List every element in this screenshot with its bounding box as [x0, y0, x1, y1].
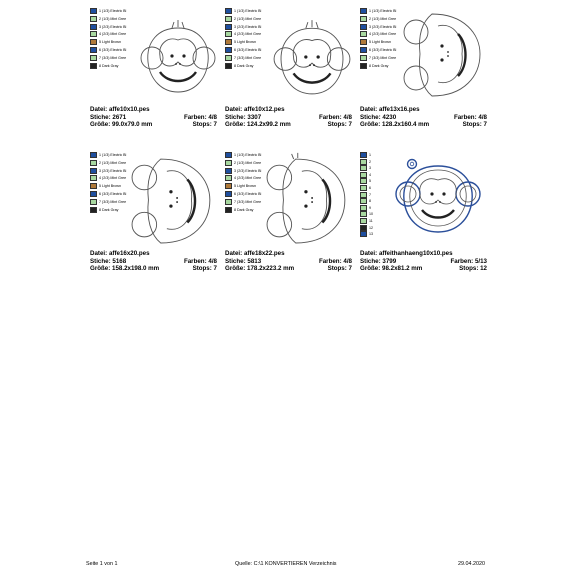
legend-label: 1 (1/3) Electric Bl: [99, 153, 127, 157]
legend-row: [360, 16, 396, 22]
legend-row: [360, 225, 373, 231]
design-info: Datei: affe18x22.pes Stiche: 5813 Farben: 4/8 Größe: 178.2x223.2 mm Stops: 7: [225, 250, 352, 273]
legend-row: [90, 207, 118, 213]
color-swatch: [225, 16, 232, 22]
color-swatch: [90, 199, 97, 205]
legend-label: 2 (1/3) Mint Gree: [99, 16, 127, 21]
legend-row: [360, 218, 373, 224]
legend-row: [225, 183, 256, 189]
color-swatch: [360, 159, 367, 165]
legend-row: [225, 47, 261, 53]
monkey-face-preview: [271, 18, 353, 98]
legend-row: [90, 160, 126, 166]
legend-label: 4: [369, 172, 371, 177]
legend-row: [360, 47, 396, 53]
file-name: affe10x10.pes: [108, 106, 150, 113]
legend-row: [360, 63, 388, 69]
legend-row: [225, 207, 253, 213]
color-swatch: [225, 47, 232, 53]
color-count: 4/8: [208, 257, 217, 265]
legend-label: 8 Dark Gray: [234, 63, 254, 68]
stitch-count: 2671: [112, 113, 127, 121]
design-card: [80, 8, 215, 128]
legend-row: [225, 31, 261, 37]
file-name: affe10x12.pes: [243, 106, 285, 113]
color-count: 4/8: [208, 113, 217, 121]
color-swatch: [90, 183, 97, 189]
color-count: 4/8: [343, 113, 352, 121]
legend-row: [360, 185, 371, 191]
legend-row: [225, 55, 261, 61]
legend-label: 2 (1/3) Mint Gree: [369, 16, 397, 21]
legend-label: 7 (3/3) Mint Gree: [369, 55, 397, 60]
legend-row: [360, 159, 371, 165]
legend-label: 5 Light Brown: [99, 184, 121, 189]
stop-count: 7: [213, 265, 217, 273]
color-swatch: [90, 175, 97, 181]
legend-label: 5 Light Brown: [99, 40, 121, 45]
color-swatch: [225, 55, 232, 61]
legend-label: 11: [369, 219, 373, 223]
legend-label: 3 (2/3) Electric Bl: [99, 24, 127, 29]
legend-label: 6: [369, 186, 371, 190]
design-card: [215, 8, 350, 128]
stitch-count: 5168: [112, 257, 127, 265]
legend-label: 1 (1/3) Electric Bl: [234, 9, 262, 13]
design-size: 98.2x81.2 mm: [382, 265, 423, 273]
color-swatch: [225, 8, 232, 14]
legend-row: [360, 165, 371, 171]
color-swatch: [360, 231, 367, 237]
file-name: affe18x22.pes: [243, 250, 285, 257]
color-swatch: [90, 16, 97, 22]
color-swatch: [225, 39, 232, 45]
stitch-count: 3307: [247, 113, 262, 121]
legend-row: [90, 63, 118, 69]
color-swatch: [360, 24, 367, 30]
legend-label: 5 Light Brown: [234, 40, 256, 45]
legend-row: [90, 39, 121, 45]
color-swatch: [225, 191, 232, 197]
color-swatch: [225, 207, 232, 213]
color-swatch: [360, 55, 367, 61]
color-swatch: [360, 198, 367, 204]
footer-source: Quelle: C:\1 KONVERTIEREN Verzeichnis: [235, 561, 337, 567]
design-size: 124.2x99.2 mm: [247, 121, 291, 129]
color-swatch: [90, 24, 97, 30]
legend-label: 8 Dark Gray: [234, 207, 254, 212]
color-swatch: [90, 8, 97, 14]
legend-label: 3: [369, 166, 371, 171]
legend-label: 12: [369, 225, 373, 230]
color-swatch: [360, 211, 367, 217]
design-info: Datei: affeithanhaeng10x10.pes Stiche: 3799 Farben: 5/13 Größe: 98.2x81.2 mm Stops: 12: [360, 250, 487, 273]
design-info: Datei: affe16x20.pes Stiche: 5168 Farben: 4/8 Größe: 158.2x198.0 mm Stops: 7: [90, 250, 217, 273]
stitch-count: 5813: [247, 257, 262, 265]
design-size: 178.2x223.2 mm: [247, 265, 295, 273]
legend-row: [360, 172, 371, 178]
color-swatch: [90, 31, 97, 37]
color-count: 4/8: [478, 113, 487, 121]
legend-label: 1 (1/3) Electric Bl: [99, 9, 127, 13]
color-swatch: [225, 175, 232, 181]
legend-row: [360, 231, 373, 237]
legend-row: [360, 211, 373, 217]
legend-label: 7 (3/3) Mint Gree: [99, 199, 127, 204]
legend-label: 4 (2/3) Mint Gree: [99, 176, 127, 181]
legend-row: [225, 16, 261, 22]
color-swatch: [90, 63, 97, 69]
color-swatch: [360, 172, 367, 178]
legend-row: [360, 39, 391, 45]
color-swatch: [360, 225, 367, 231]
legend-label: 6 (3/3) Electric Bl: [99, 192, 127, 196]
legend-label: 7 (3/3) Mint Gree: [99, 55, 127, 60]
legend-label: 3 (2/3) Electric Bl: [99, 168, 127, 173]
legend-label: 13: [369, 232, 373, 237]
color-swatch: [225, 199, 232, 205]
color-swatch: [90, 39, 97, 45]
stop-count: 7: [348, 265, 352, 273]
legend-row: [360, 8, 396, 14]
legend-label: 1 (1/3) Electric Bl: [369, 9, 397, 13]
legend-label: 2: [369, 159, 371, 164]
legend-label: 8 Dark Gray: [99, 207, 119, 212]
legend-label: 5: [369, 179, 371, 184]
legend-label: 3 (2/3) Electric Bl: [234, 168, 262, 173]
legend-label: 4 (2/3) Mint Gree: [234, 176, 262, 181]
monkey-face-preview: [138, 18, 218, 96]
color-swatch: [225, 168, 232, 174]
monkey-half-face-preview: [265, 152, 351, 248]
design-card: [350, 8, 485, 128]
legend-row: [360, 24, 396, 30]
file-name: affe16x20.pes: [108, 250, 150, 257]
legend-label: 8 Dark Gray: [369, 63, 389, 68]
stop-count: 7: [348, 121, 352, 129]
legend-label: 4 (2/3) Mint Gree: [369, 32, 397, 37]
design-card: [215, 152, 350, 272]
legend-row: [90, 199, 126, 205]
legend-label: 4 (2/3) Mint Gree: [99, 32, 127, 37]
footer-date: 29.04.2020: [458, 561, 485, 567]
legend-label: 5 Light Brown: [369, 40, 391, 45]
color-swatch: [90, 152, 97, 158]
legend-label: 3 (2/3) Electric Bl: [369, 24, 397, 29]
legend-row: [90, 8, 126, 14]
legend-row: [90, 55, 126, 61]
design-info: Datei: affe13x16.pes Stiche: 4230 Farben: 4/8 Größe: 128.2x160.4 mm Stops: 7: [360, 106, 487, 129]
color-swatch: [90, 207, 97, 213]
monkey-hanger-preview: [390, 154, 486, 240]
legend-row: [225, 160, 261, 166]
legend-row: [225, 39, 256, 45]
legend-row: [360, 178, 371, 184]
legend-row: [90, 24, 126, 30]
legend-row: [360, 31, 396, 37]
monkey-half-face-preview: [402, 8, 486, 100]
color-swatch: [360, 47, 367, 53]
color-swatch: [360, 205, 367, 211]
design-info: Datei: affe10x10.pes Stiche: 2671 Farben: 4/8 Größe: 99.0x79.0 mm Stops: 7: [90, 106, 217, 129]
color-swatch: [225, 183, 232, 189]
design-size: 128.2x160.4 mm: [382, 121, 430, 129]
color-count: 5/13: [474, 257, 487, 265]
stop-count: 7: [213, 121, 217, 129]
legend-row: [225, 175, 261, 181]
legend-label: 4 (2/3) Mint Gree: [234, 32, 262, 37]
legend-row: [90, 47, 126, 53]
legend-label: 7 (3/3) Mint Gree: [234, 199, 262, 204]
stitch-count: 3799: [382, 257, 397, 265]
color-swatch: [225, 63, 232, 69]
legend-label: 5 Light Brown: [234, 184, 256, 189]
design-size: 158.2x198.0 mm: [112, 265, 160, 273]
legend-row: [225, 63, 253, 69]
color-count: 4/8: [343, 257, 352, 265]
color-swatch: [360, 185, 367, 191]
legend-label: 8: [369, 199, 371, 204]
legend-label: 7 (3/3) Mint Gree: [234, 55, 262, 60]
legend-row: [90, 191, 126, 197]
legend-label: 2 (1/3) Mint Gree: [234, 160, 262, 165]
file-name: affeithanhaeng10x10.pes: [378, 250, 453, 257]
legend-label: 1 (1/3) Electric Bl: [234, 153, 262, 157]
design-info: Datei: affe10x12.pes Stiche: 3307 Farben: 4/8 Größe: 124.2x99.2 mm Stops: 7: [225, 106, 352, 129]
color-swatch: [360, 178, 367, 184]
legend-row: [360, 55, 396, 61]
color-swatch: [225, 31, 232, 37]
legend-row: [225, 8, 261, 14]
stitch-count: 4230: [382, 113, 397, 121]
legend-label: 7: [369, 192, 371, 197]
legend-label: 9: [369, 205, 371, 210]
legend-label: 3 (2/3) Electric Bl: [234, 24, 262, 29]
legend-label: 6 (3/3) Electric Bl: [99, 48, 127, 52]
legend-row: [90, 175, 126, 181]
color-swatch: [360, 192, 367, 198]
legend-label: 8 Dark Gray: [99, 63, 119, 68]
legend-row: [90, 31, 126, 37]
legend-label: 6 (3/3) Electric Bl: [234, 192, 262, 196]
legend-row: [225, 199, 261, 205]
legend-row: [360, 192, 371, 198]
design-size: 99.0x79.0 mm: [112, 121, 153, 129]
color-swatch: [360, 165, 367, 171]
color-swatch: [90, 55, 97, 61]
legend-row: [225, 191, 261, 197]
color-swatch: [90, 160, 97, 166]
stop-count: 7: [483, 121, 487, 129]
color-swatch: [225, 152, 232, 158]
legend-label: 6 (3/3) Electric Bl: [234, 48, 262, 52]
color-swatch: [225, 160, 232, 166]
legend-row: [225, 168, 261, 174]
legend-label: 1: [369, 153, 371, 157]
legend-row: [360, 205, 371, 211]
color-swatch: [90, 47, 97, 53]
legend-label: 2 (1/3) Mint Gree: [234, 16, 262, 21]
legend-row: [90, 152, 126, 158]
color-swatch: [225, 24, 232, 30]
color-swatch: [360, 152, 367, 158]
legend-row: [225, 24, 261, 30]
legend-label: 2 (1/3) Mint Gree: [99, 160, 127, 165]
legend-label: 10: [369, 212, 373, 217]
design-card: [80, 152, 215, 272]
legend-row: [360, 152, 371, 158]
color-swatch: [90, 168, 97, 174]
color-swatch: [360, 31, 367, 37]
design-card: [350, 152, 485, 272]
color-swatch: [360, 8, 367, 14]
legend-row: [90, 16, 126, 22]
legend-row: [360, 198, 371, 204]
file-name: affe13x16.pes: [378, 106, 420, 113]
legend-label: 6 (3/3) Electric Bl: [369, 48, 397, 52]
monkey-half-face-preview: [130, 152, 216, 248]
legend-row: [90, 168, 126, 174]
legend-row: [90, 183, 121, 189]
color-swatch: [360, 63, 367, 69]
color-swatch: [360, 16, 367, 22]
footer-page: Seite 1 von 1: [86, 561, 118, 567]
color-swatch: [90, 191, 97, 197]
color-swatch: [360, 39, 367, 45]
legend-row: [225, 152, 261, 158]
color-swatch: [360, 218, 367, 224]
stop-count: 12: [480, 265, 487, 273]
